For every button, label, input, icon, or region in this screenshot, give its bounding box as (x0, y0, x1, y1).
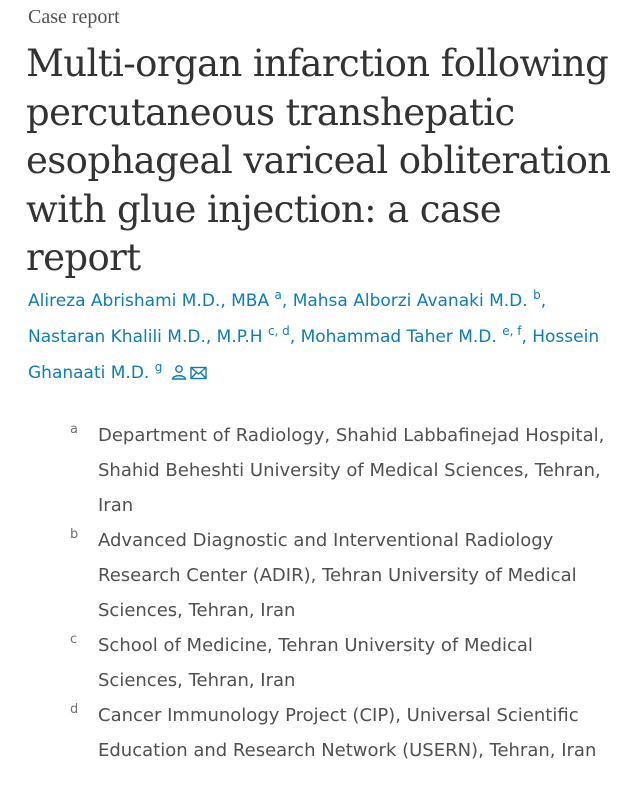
author-link[interactable] (292, 288, 541, 311)
affiliation-item (66, 698, 606, 768)
author-list: Alireza Abrishami M.D., MBA $^a$, Mahsa Alborzi Avanaki M.D. $^b$, Nastaran Khalili M.D., M.P.H $^{c, d}$, Mohammad Taher M.D. $^{e, f}$, Hossein Ghanaati M.D. $^g$ (28, 280, 618, 390)
affiliation-item (66, 523, 606, 628)
affiliation-ref[interactable]: b (533, 288, 541, 302)
affiliation-text: Advanced Diagnostic and Interventional Radiology Research Center (ADIR), Tehran University of Medical Sciences, Tehran, Iran (98, 530, 577, 621)
affiliation-text: Department of Radiology, Shahid Labbafinejad Hospital, Shahid Beheshti University of Medical Sciences, Tehran, Iran (98, 425, 605, 516)
article-title: Multi-organ infarction following percutaneous transhepatic esophageal variceal obliteration with glue injection: a case report (26, 42, 611, 279)
author-name: Hossein Ghanaati M.D. (28, 327, 600, 383)
affiliation-label: a (70, 422, 78, 437)
author-link[interactable] (28, 324, 290, 347)
envelope-icon[interactable] (190, 360, 207, 390)
affiliation-item (66, 418, 606, 523)
affiliation-ref[interactable]: a (274, 288, 282, 302)
affiliation-ref[interactable]: e, f (502, 324, 522, 338)
affiliation-item (66, 628, 606, 698)
affiliation-text: School of Medicine, Tehran University of Medical Sciences, Tehran, Iran (98, 635, 533, 691)
author-name: Nastaran Khalili M.D., M.P.H (28, 327, 263, 347)
author-link[interactable] (28, 288, 282, 311)
author-link[interactable] (300, 324, 522, 347)
person-icon[interactable] (171, 360, 187, 390)
affiliation-ref[interactable]: c, d (267, 324, 290, 338)
author-name: Mahsa Alborzi Avanaki M.D. (292, 291, 528, 311)
affiliation-ref[interactable]: g (154, 360, 163, 374)
affiliation-label: b (70, 527, 79, 542)
author-name: Alireza Abrishami M.D., MBA (28, 291, 270, 311)
affiliation-text: Cancer Immunology Project (CIP), Universal Scientific Education and Research Network (USERN), Tehran, Iran (98, 705, 597, 761)
article-type-label: Case report (28, 6, 120, 28)
affiliation-label: c (70, 632, 78, 647)
affiliation-list (66, 418, 606, 768)
author-name: Mohammad Taher M.D. (300, 327, 497, 347)
affiliation-label: d (70, 702, 79, 717)
